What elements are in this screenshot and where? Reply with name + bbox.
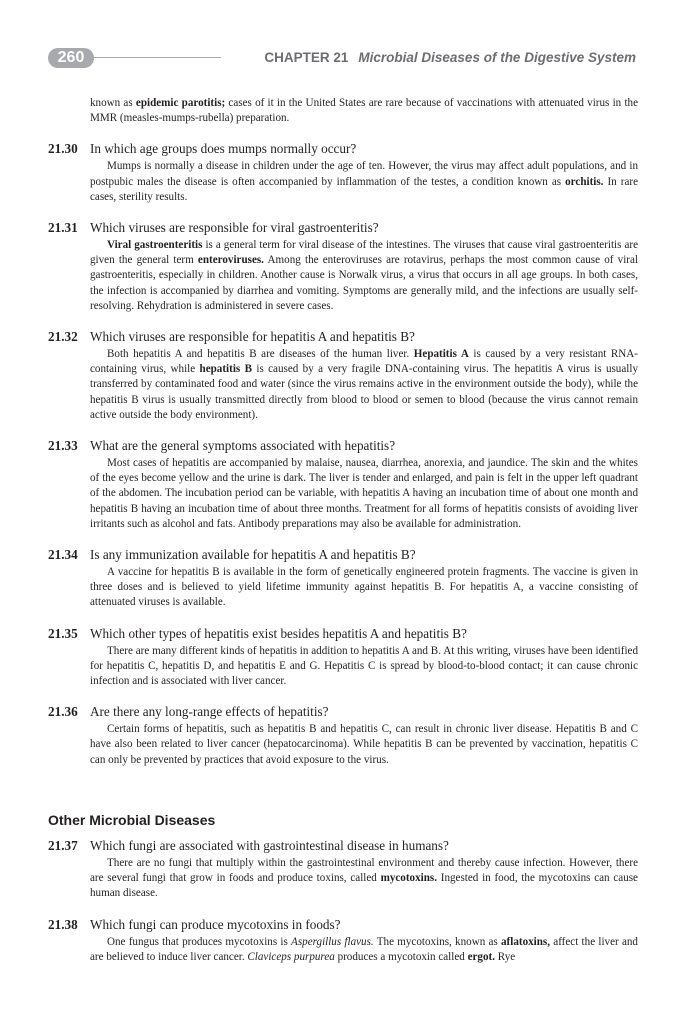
question-number: 21.34	[48, 547, 78, 563]
question-text: Are there any long-range effects of hepatitis?	[90, 704, 329, 720]
question	[48, 837, 638, 854]
question-text: Which other types of hepatitis exist besides hepatitis A and hepatitis B?	[90, 625, 467, 641]
question	[48, 546, 638, 563]
qa-21-38	[48, 916, 638, 965]
question	[48, 219, 638, 236]
chapter-label: CHAPTER 21	[264, 50, 349, 65]
answer: Both hepatitis A and hepatitis B are diseases of the human liver. Hepatitis A is caused by a very resistant RNA-containing virus, while hepatitis B is caused by a very fragile DNA-containing virus. The hepatitis A virus is usually transferred by contaminated food and water (since the virus remains active in the environment outside the body), while the hepatitis B virus is usually transmitted directly from blood to blood or semen to blood (because the virus cannot remain active outside the body environment).	[90, 348, 638, 421]
answer: A vaccine for hepatitis B is available in the form of genetically engineered protein fragments. The vaccine is given in three doses and is believed to yield lifetime immunity against hepatitis B. For hepatitis A, a vaccine consisting of attenuated viruses is available.	[90, 566, 638, 609]
page-number: 260	[48, 48, 94, 68]
question-text: What are the general symptoms associated with hepatitis?	[90, 438, 396, 454]
page-body	[48, 96, 638, 965]
header-rule	[94, 57, 221, 58]
section-heading: Other Microbial Diseases	[48, 811, 216, 828]
question-number: 21.32	[48, 329, 78, 345]
question-number: 21.36	[48, 704, 78, 720]
chapter-subject: Microbial Diseases of the Digestive System	[358, 50, 636, 65]
intro-paragraph: known as epidemic parotitis; cases of it in the United States are rare because of vaccinations with attenuated virus in the MMR (measles-mumps-rubella) preparation.	[90, 97, 638, 125]
question-number: 21.33	[48, 438, 78, 454]
answer: Most cases of hepatitis are accompanied by malaise, nausea, diarrhea, anorexia, and jaundice. The skin and the whites of the eyes become yellow and the urine is dark. The liver is tender and enlarged, and pain is felt in the upper left quadrant of the abdomen. The incubation period can be variable, with hepatitis A having an incubation time of about one month and hepatitis B having an incubation time of about three months. Treatment for all forms of hepatitis consists of avoiding liver irritants such as alcohol and fats. Antibody preparations may also be available for administration.	[90, 457, 638, 530]
question-text: In which age groups does mumps normally occur?	[90, 141, 357, 157]
page-header	[48, 48, 640, 70]
answer: There are many different kinds of hepatitis in addition to hepatitis A and B. At this writing, viruses have been identified for hepatitis C, hepatitis D, and hepatitis E and G. Hepatitis C is spread by blood-to-blood contact; it can cause chronic infection and is associated with liver cancer.	[90, 644, 638, 688]
question	[48, 916, 638, 933]
question-text: Which viruses are responsible for hepatitis A and hepatitis B?	[90, 329, 415, 345]
question-number: 21.30	[48, 141, 78, 157]
question	[48, 437, 638, 454]
question-text: Which viruses are responsible for viral gastroenteritis?	[90, 220, 379, 236]
qa-21-35	[48, 625, 638, 690]
question	[48, 140, 638, 157]
qa-21-34	[48, 546, 638, 611]
answer: Mumps is normally a disease in children under the age of ten. However, the virus may affect adult populations, and in postpubic males the disease is often accompanied by inflammation of the testes, a condition known as orchitis. In rare cases, sterility results.	[90, 160, 638, 203]
answer: There are no fungi that multiply within the gastrointestinal environment and thereby cause infection. However, there are several fungi that grow in foods and produce toxins, called mycotoxins. Ingested in food, the mycotoxins can cause human disease.	[90, 856, 638, 900]
question-text: Is any immunization available for hepatitis A and hepatitis B?	[90, 547, 416, 563]
question-number: 21.31	[48, 220, 78, 236]
question-text: Which fungi are associated with gastrointestinal disease in humans?	[90, 837, 449, 853]
qa-21-30	[48, 140, 638, 205]
answer: One fungus that produces mycotoxins is Aspergillus flavus. The mycotoxins, known as aflatoxins, affect the liver and are believed to induce liver cancer. Claviceps purpurea produces a mycotoxin called ergot. Rye	[90, 935, 638, 963]
answer: Viral gastroenteritis is a general term for viral disease of the intestines. The viruses that cause viral gastroenteritis are given the general term enteroviruses. Among the enteroviruses are rotavirus, perhaps the most common cause of viral gastroenteritis, especially in children. Another cause is Norwalk virus, a virus that occurs in all age groups. In both cases, the infection is accompanied by diarrhea and vomiting. Symptoms are generally mild, and the infections are usually self-resolving. Rehydration is administered in severe cases.	[90, 239, 638, 312]
question	[48, 625, 638, 642]
running-head	[264, 49, 636, 67]
question	[48, 703, 638, 720]
qa-21-32	[48, 328, 638, 423]
question-text: Which fungi can produce mycotoxins in foods?	[90, 916, 341, 932]
question	[48, 328, 638, 345]
question-number: 21.38	[48, 916, 78, 932]
question-number: 21.37	[48, 837, 78, 853]
qa-21-37	[48, 837, 638, 902]
qa-21-36	[48, 703, 638, 768]
qa-21-31	[48, 219, 638, 314]
qa-21-33	[48, 437, 638, 532]
answer: Certain forms of hepatitis, such as hepatitis B and hepatitis C, can result in chronic liver disease. Hepatitis B and C have also been related to liver cancer (hepatocarcinoma). While hepatitis B can be prevented by vaccination, hepatitis C can only be prevented by practices that avoid exposure to the virus.	[90, 723, 638, 766]
question-number: 21.35	[48, 625, 78, 641]
